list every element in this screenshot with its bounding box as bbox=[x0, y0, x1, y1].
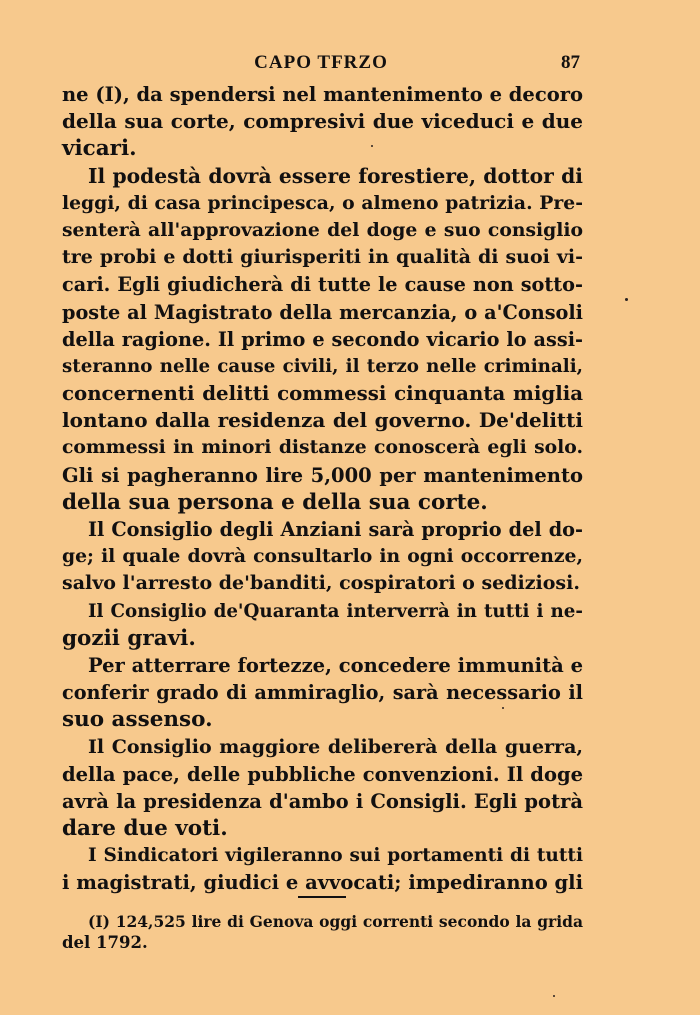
text-line: commessi in minori distanze conoscerà egli solo. bbox=[62, 436, 583, 459]
text-line: ne (I), da spendersi nel mantenimento e decoro bbox=[62, 83, 583, 106]
text-line: senterà all'approvazione del doge e suo consiglio bbox=[62, 218, 583, 241]
text-line: Il Consiglio degli Anziani sarà proprio del do- bbox=[88, 518, 583, 541]
text-line: avrà la presidenza d'ambo i Consigli. Egli potrà bbox=[62, 789, 583, 813]
text-line: Gli si pagheranno lire 5,000 per mantenimento bbox=[62, 463, 583, 487]
footnote-line: del 1792. bbox=[62, 933, 148, 952]
text-line: I Sindicatori vigileranno sui portamenti di tutti bbox=[88, 845, 583, 867]
text-line: dare due voti. bbox=[62, 816, 228, 842]
ink-speck bbox=[502, 707, 504, 709]
footnote-separator-rule bbox=[298, 896, 346, 898]
text-line: lontano dalla residenza del governo. De'delitti bbox=[62, 408, 583, 433]
text-line: Il Consiglio maggiore delibererà della guerra, bbox=[88, 735, 583, 758]
text-line: conferir grado di ammiraglio, sarà necessario il bbox=[62, 681, 583, 705]
text-line: i magistrati, giudici e avvocati; impediranno gli bbox=[62, 871, 583, 895]
text-line: tre probi e dotti giurisperiti in qualità di suoi vi- bbox=[62, 246, 583, 269]
text-line: suo assenso. bbox=[62, 707, 213, 733]
page-number: 87 bbox=[561, 52, 580, 73]
text-line: poste al Magistrato della mercanzia, o a'Consoli bbox=[62, 300, 583, 324]
text-line: gozii gravi. bbox=[62, 625, 196, 651]
text-line: Il podestà dovrà essere forestiere, dottor di bbox=[88, 163, 583, 188]
text-line: della sua corte, compresivi due viceduci e due bbox=[62, 109, 583, 134]
text-line: concernenti delitti commessi cinquanta miglia bbox=[62, 381, 583, 406]
body-text bbox=[62, 81, 583, 897]
ink-speck bbox=[553, 995, 555, 997]
text-line: Per atterrare fortezze, concedere immunità e bbox=[88, 653, 583, 677]
text-line: della pace, delle pubbliche convenzioni. Il doge bbox=[62, 762, 583, 786]
ink-speck bbox=[371, 145, 373, 147]
text-line: cari. Egli giudicherà di tutte le cause non sotto- bbox=[62, 273, 583, 297]
text-line: vicari. bbox=[62, 136, 137, 162]
text-line: della sua persona e della sua corte. bbox=[62, 489, 488, 515]
text-line: leggi, di casa principesca, o almeno patrizia. Pre- bbox=[62, 191, 583, 214]
footnote-line: (I) 124,525 lire di Genova oggi correnti secondo la grida bbox=[88, 912, 583, 931]
footnote bbox=[62, 911, 583, 953]
text-line: ge; il quale dovrà consultarlo in ogni occorrenze, bbox=[62, 545, 583, 568]
running-head bbox=[62, 52, 580, 76]
text-line: della ragione. Il primo e secondo vicario lo assi- bbox=[62, 327, 583, 351]
text-line: Il Consiglio de'Quaranta interverrà in tutti i ne- bbox=[88, 600, 583, 622]
text-line: salvo l'arresto de'banditi, cospiratori o sediziosi. bbox=[62, 572, 580, 595]
text-line: steranno nelle cause civili, il terzo nelle criminali, bbox=[62, 355, 583, 377]
chapter-title: CAPO TFRZO bbox=[254, 52, 388, 73]
ink-speck bbox=[625, 298, 628, 301]
